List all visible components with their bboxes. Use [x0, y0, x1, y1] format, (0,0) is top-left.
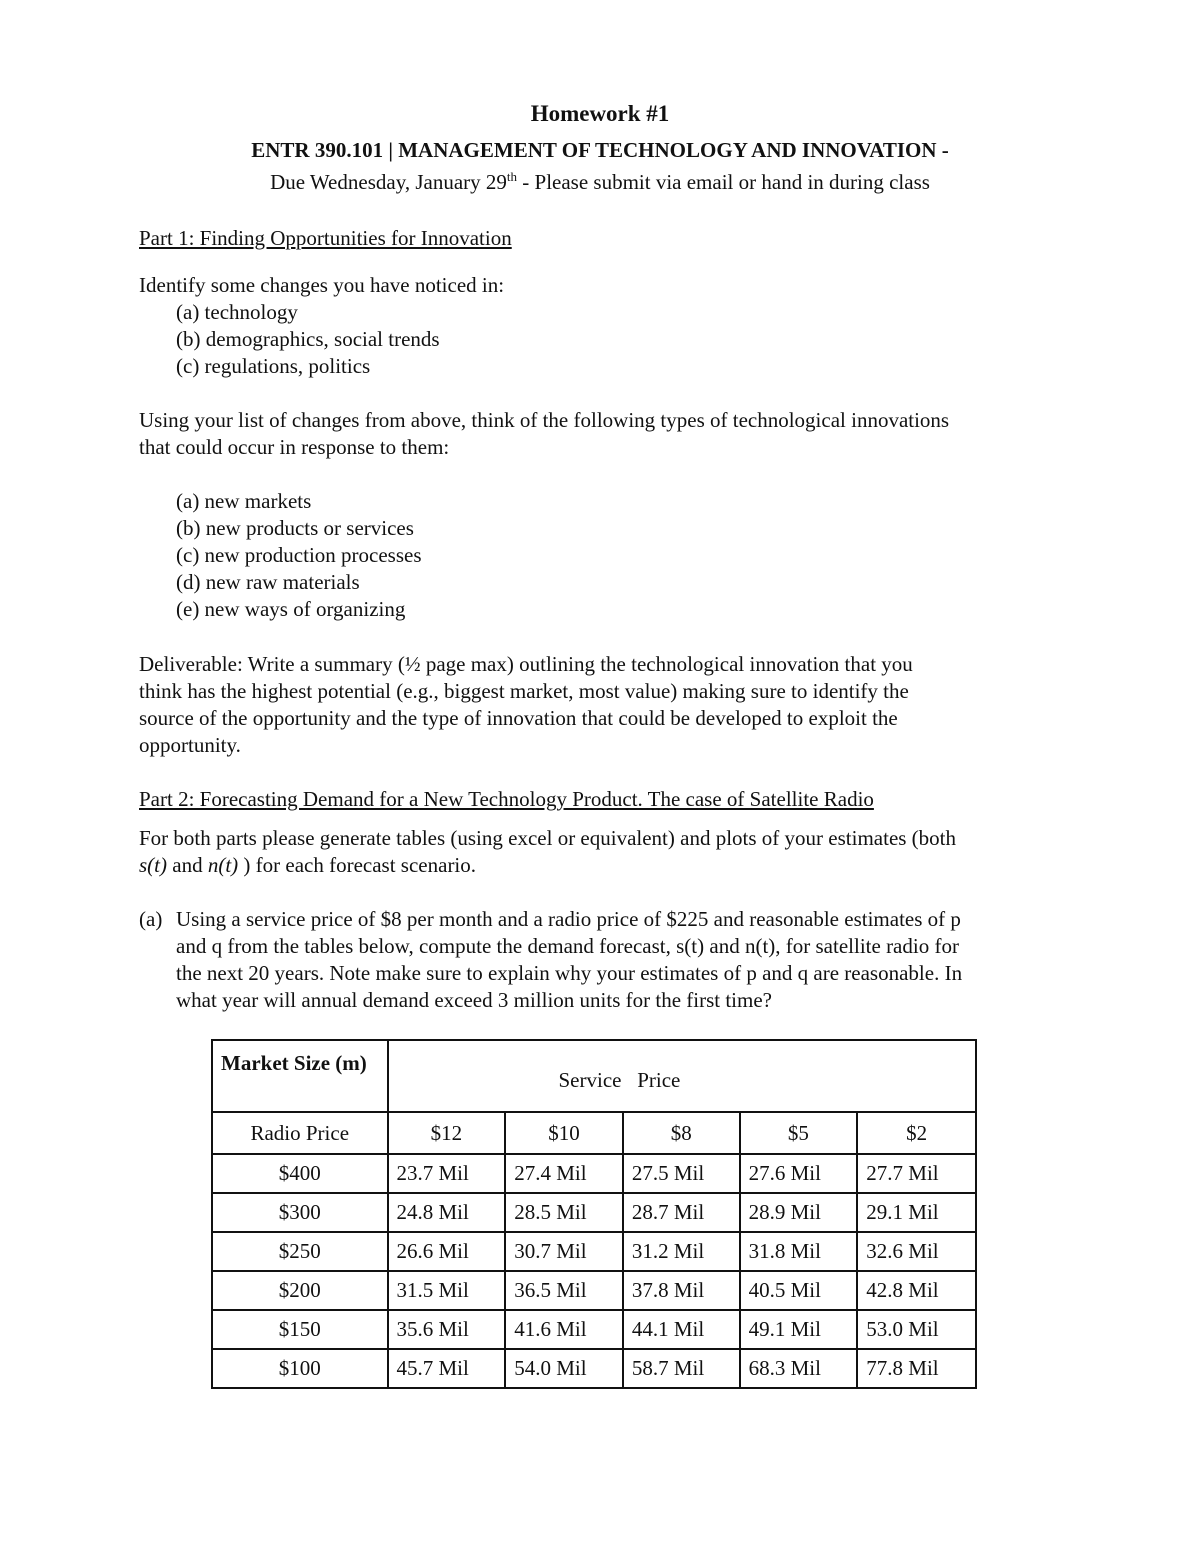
question-a-label: (a)	[139, 907, 163, 931]
deliverable-line: think has the highest potential (e.g., biggest market, most value) making sure to identify the	[139, 679, 909, 703]
question-a-line: the next 20 years. Note make sure to explain why your estimates of p and q are reasonable. In	[176, 961, 963, 985]
market-size-cell: 41.6 Mil	[505, 1310, 623, 1349]
market-size-cell: 58.7 Mil	[623, 1349, 740, 1388]
market-size-cell: 27.5 Mil	[623, 1154, 740, 1193]
market-size-cell: 24.8 Mil	[388, 1193, 506, 1232]
radio-price-cell: $200	[212, 1271, 388, 1310]
innovation-item: (a) new markets	[176, 489, 312, 513]
market-size-cell: 77.8 Mil	[857, 1349, 976, 1388]
table-row	[212, 1349, 976, 1388]
market-size-cell: 45.7 Mil	[388, 1349, 506, 1388]
part1-heading: Part 1: Finding Opportunities for Innovation	[139, 226, 512, 250]
market-size-cell: 29.1 Mil	[857, 1193, 976, 1232]
radio-price-cell: $100	[212, 1349, 388, 1388]
innovation-item: (d) new raw materials	[176, 570, 360, 594]
market-size-cell: 27.6 Mil	[740, 1154, 858, 1193]
n-of-t: n(t)	[207, 853, 239, 877]
market-size-cell: 23.7 Mil	[388, 1154, 506, 1193]
innovation-item: (c) new production processes	[176, 543, 422, 567]
market-size-cell: 27.4 Mil	[505, 1154, 623, 1193]
table-row	[212, 1232, 976, 1271]
market-size-cell: 31.5 Mil	[388, 1271, 506, 1310]
due-date-text: Due Wednesday, January 29	[270, 170, 507, 194]
service-price-col: $2	[857, 1112, 976, 1154]
part1-using-line: Using your list of changes from above, think of the following types of technological innovations	[139, 408, 950, 432]
radio-price-cell: $300	[212, 1193, 388, 1232]
service-price-col: $12	[388, 1112, 506, 1154]
market-size-cell: 42.8 Mil	[857, 1271, 976, 1310]
market-size-cell: 28.9 Mil	[740, 1193, 858, 1232]
market-size-cell: 54.0 Mil	[505, 1349, 623, 1388]
market-size-cell: 40.5 Mil	[740, 1271, 858, 1310]
question-a-line: Using a service price of $8 per month and a radio price of $225 and reasonable estimates of p	[176, 907, 961, 931]
part1-intro: Identify some changes you have noticed in:	[139, 273, 505, 297]
table-row	[212, 1271, 976, 1310]
service-price-header: Service Price	[388, 1040, 977, 1112]
market-size-cell: 37.8 Mil	[623, 1271, 740, 1310]
deliverable-line: opportunity.	[139, 733, 241, 757]
market-size-cell: 27.7 Mil	[857, 1154, 976, 1193]
market-size-cell: 68.3 Mil	[740, 1349, 858, 1388]
radio-price-cell: $150	[212, 1310, 388, 1349]
market-size-cell: 35.6 Mil	[388, 1310, 506, 1349]
question-a-line: and q from the tables below, compute the demand forecast, s(t) and n(t), for satellite radio for	[176, 934, 959, 958]
table-title-row	[212, 1040, 976, 1112]
table-row	[212, 1310, 976, 1349]
part2-heading: Part 2: Forecasting Demand for a New Technology Product. The case of Satellite Radio	[139, 787, 874, 811]
change-item: (b) demographics, social trends	[176, 327, 440, 351]
table-row	[212, 1154, 976, 1193]
deliverable-line: Deliverable: Write a summary (½ page max) outlining the technological innovation that you	[139, 652, 913, 676]
part2-intro-line: s(t) and n(t) ) for each forecast scenario.	[139, 853, 477, 877]
market-size-cell: 49.1 Mil	[740, 1310, 858, 1349]
s-of-t: s(t)	[139, 853, 167, 877]
change-item: (a) technology	[176, 300, 298, 324]
market-size-cell: 31.8 Mil	[740, 1232, 858, 1271]
market-size-table	[211, 1039, 977, 1389]
document-title: Homework #1	[530, 101, 670, 126]
market-size-cell: 28.5 Mil	[505, 1193, 623, 1232]
due-date-line	[0, 170, 1200, 195]
market-size-cell: 44.1 Mil	[623, 1310, 740, 1349]
radio-price-cell: $250	[212, 1232, 388, 1271]
market-size-cell: 26.6 Mil	[388, 1232, 506, 1271]
service-price-col: $5	[740, 1112, 858, 1154]
change-item: (c) regulations, politics	[176, 354, 371, 378]
market-size-cell: 28.7 Mil	[623, 1193, 740, 1232]
innovation-item: (e) new ways of organizing	[176, 597, 406, 621]
market-size-cell: 30.7 Mil	[505, 1232, 623, 1271]
market-size-cell: 31.2 Mil	[623, 1232, 740, 1271]
deliverable-line: source of the opportunity and the type of innovation that could be developed to exploit the	[139, 706, 898, 730]
table-header-row	[212, 1112, 976, 1154]
market-size-label: Market Size (m)	[212, 1040, 388, 1112]
innovation-item: (b) new products or services	[176, 516, 414, 540]
service-price-col: $10	[505, 1112, 623, 1154]
radio-price-header: Radio Price	[212, 1112, 388, 1154]
radio-price-cell: $400	[212, 1154, 388, 1193]
part1-using-line: that could occur in response to them:	[139, 435, 450, 459]
market-size-cell: 32.6 Mil	[857, 1232, 976, 1271]
due-date-suffix: th	[506, 169, 518, 184]
service-price-col: $8	[623, 1112, 740, 1154]
market-size-cell: 53.0 Mil	[857, 1310, 976, 1349]
market-size-cell: 36.5 Mil	[505, 1271, 623, 1310]
course-title: ENTR 390.101 | MANAGEMENT OF TECHNOLOGY AND INNOVATION -	[251, 138, 949, 162]
table-row	[212, 1193, 976, 1232]
part2-intro-line: For both parts please generate tables (using excel or equivalent) and plots of your estimates (both	[139, 826, 957, 850]
due-instructions: - Please submit via email or hand in during class	[517, 170, 930, 194]
question-a-line: what year will annual demand exceed 3 million units for the first time?	[176, 988, 772, 1012]
